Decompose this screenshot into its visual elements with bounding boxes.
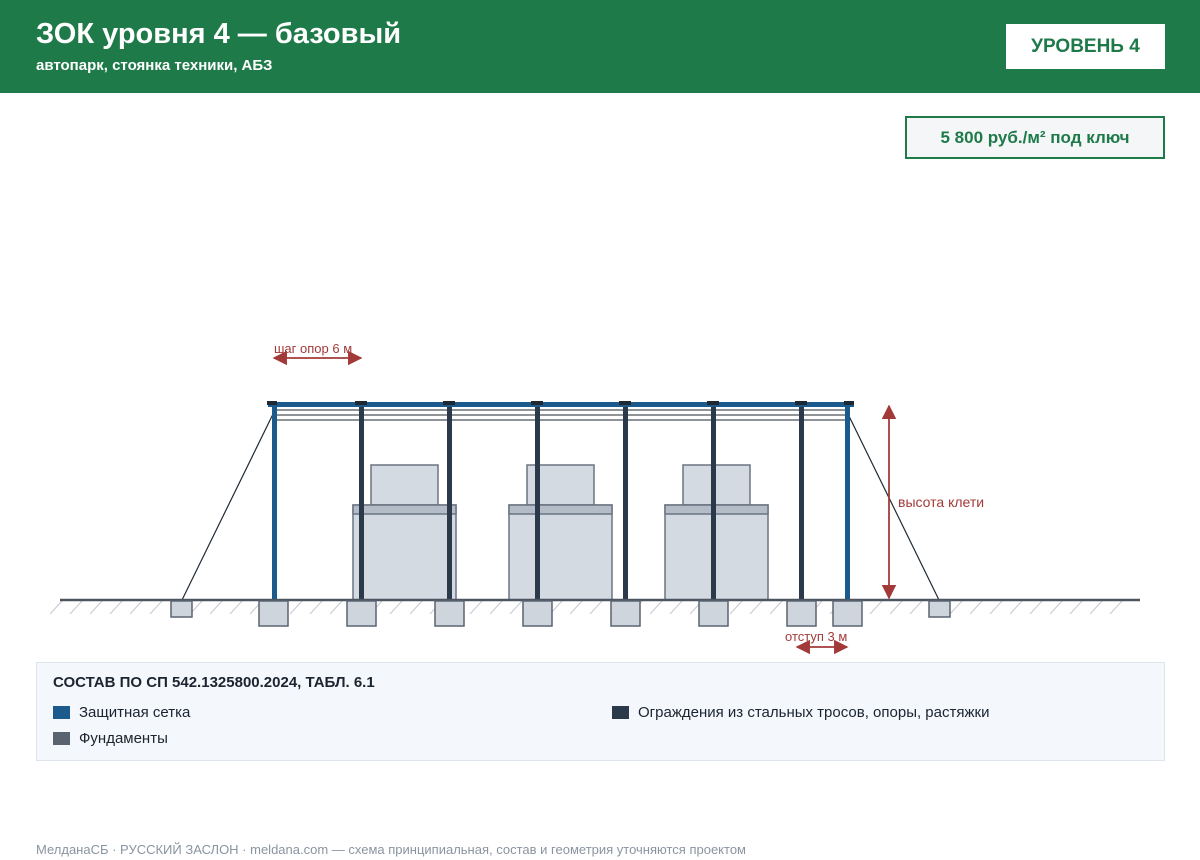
level-badge: УРОВЕНЬ 4	[1006, 24, 1165, 69]
vehicle-1	[353, 465, 456, 600]
foundation-block	[347, 601, 376, 626]
foundation-block	[787, 601, 816, 626]
legend-item-cables	[612, 704, 989, 721]
anchor-left	[171, 601, 192, 617]
foundation-block	[611, 601, 640, 626]
vehicle-2	[509, 465, 612, 600]
post	[623, 404, 628, 601]
legend-label-cables: Ограждения из стальных тросов, опоры, растяжки	[638, 704, 990, 721]
vehicle-3	[665, 465, 768, 600]
offset-label: отступ 3 м	[785, 629, 848, 644]
legend-panel	[36, 662, 1165, 761]
foundation-block	[435, 601, 464, 626]
post	[711, 404, 716, 601]
legend-label-foundations: Фундаменты	[79, 730, 168, 747]
page-subtitle: автопарк, стоянка техники, АБЗ	[36, 57, 273, 74]
foundation-block	[833, 601, 862, 626]
post-edge-left	[272, 404, 277, 601]
legend-swatch-cables	[612, 706, 629, 719]
footer-note: МелданаСБ · РУССКИЙ ЗАСЛОН · meldana.com — схема принципиальная, состав и геометрия уточняются проектом	[36, 842, 746, 857]
offset-dimension	[785, 629, 847, 647]
legend-label-mesh: Защитная сетка	[79, 704, 191, 721]
post	[447, 404, 452, 601]
page-title: ЗОК уровня 4 — базовый	[36, 18, 402, 50]
pitch-dimension	[274, 341, 361, 358]
foundations	[171, 601, 950, 626]
legend-item-mesh	[53, 704, 190, 721]
post	[799, 404, 804, 601]
pitch-label: шаг опор 6 м	[274, 341, 353, 356]
guy-wire-left	[182, 412, 274, 600]
height-label: высота клети	[898, 494, 985, 510]
post	[359, 404, 364, 601]
price-box: 5 800 руб./м² под ключ	[905, 116, 1165, 159]
legend-item-foundations	[53, 730, 168, 747]
foundation-block	[259, 601, 288, 626]
legend-title: СОСТАВ ПО СП 542.1325800.2024, ТАБЛ. 6.1	[53, 674, 375, 691]
ground-hatching	[50, 601, 1122, 614]
post	[535, 404, 540, 601]
anchor-right	[929, 601, 950, 617]
height-dimension	[889, 406, 984, 598]
post-edge-right	[845, 404, 850, 601]
legend-swatch-mesh	[53, 706, 70, 719]
foundation-block	[699, 601, 728, 626]
foundation-block	[523, 601, 552, 626]
legend-swatch-foundations	[53, 732, 70, 745]
